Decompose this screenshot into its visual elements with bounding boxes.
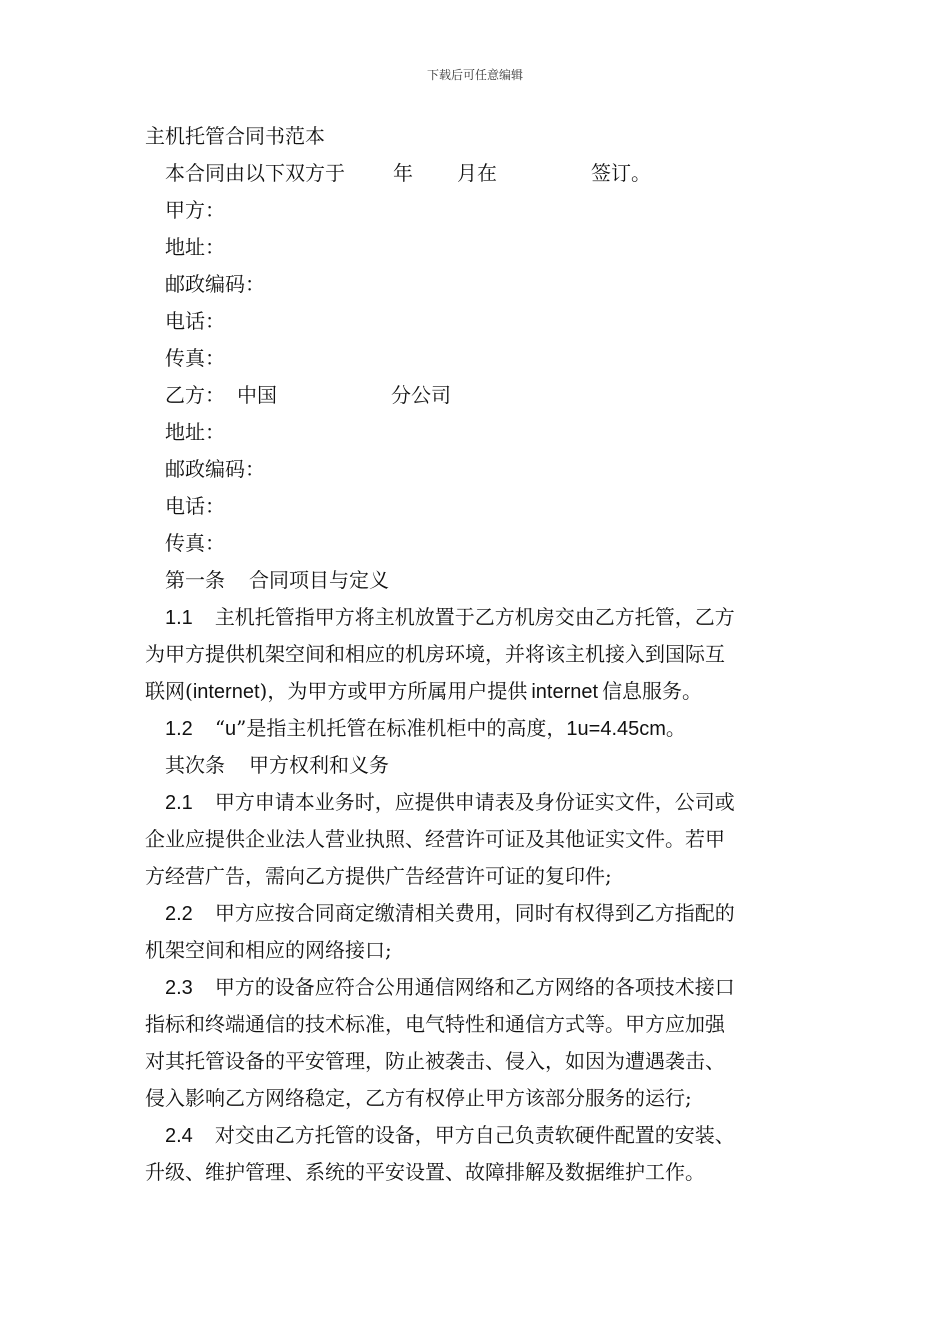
clause-2-3-line-2: 指标和终端通信的技术标准，电气特性和通信方式等。甲方应加强 [145,1012,725,1036]
clause-1-1-number: 1.1 [165,607,193,629]
party-a-label: 甲方： [165,198,225,222]
clause-2-4-line-1 [145,1117,810,1154]
clause-1-1-text-3c: )，为甲方或甲方所属用户提供 [259,679,528,703]
party-b-fax: 传真： [165,531,225,555]
clause-2-1-line-3: 方经营广告，需向乙方提供广告经营许可证的复印件; [145,864,612,888]
clause-2-3-text-1: 甲方的设备应符合公用通信网络和乙方网络的各项技术接口 [214,975,735,999]
clause-1-2-text-e: 。 [665,716,686,740]
article-2-title: 甲方权利和义务 [249,753,389,777]
party-b-phone: 电话： [165,494,225,518]
clause-2-4-number: 2.4 [165,1125,193,1147]
clause-1-2-number: 1.2 [165,718,193,740]
party-a-postcode: 邮政编码： [165,272,265,296]
clause-1-2-text-a: “ [214,716,226,740]
clause-1-2-line [145,710,810,747]
clause-1-2-text-b: u [225,718,237,740]
party-b-label: 乙方： [165,383,225,407]
clause-2-4-text-1: 对交由乙方托管的设备，甲方自己负责软硬件配置的安装、 [214,1123,735,1147]
party-a-address: 地址： [165,235,225,259]
article-2-label: 其次条 [165,753,225,777]
intro-signed: 签订。 [591,161,651,185]
clause-2-2-number: 2.2 [165,903,193,925]
clause-2-4-line-2: 升级、维护管理、系统的平安设置、故障排解及数据维护工作。 [145,1160,705,1184]
clause-2-3-line-1 [145,969,810,1006]
article-1-heading [145,562,810,599]
clause-1-1-text-3e: 信息服务。 [602,679,703,703]
intro-month: 月在 [457,161,497,185]
party-b-name-b: 分公司 [391,383,451,407]
clause-2-2-text-1: 甲方应按合同商定缴清相关费用，同时有权得到乙方指配的 [214,901,735,925]
intro-text: 本合同由以下双方于 [165,161,345,185]
clause-1-1-line-2: 为甲方提供机架空间和相应的机房环境，并将该主机接入到国际互 [145,642,725,666]
party-a-phone: 电话： [165,309,225,333]
clause-1-1-text-1: 主机托管指甲方将主机放置于乙方机房交由乙方托管，乙方 [214,605,735,629]
clause-1-2-text-d: 1u=4.45cm [566,718,666,740]
clause-2-3-number: 2.3 [165,977,193,999]
clause-2-1-line-1 [145,784,810,821]
intro-year: 年 [393,161,413,185]
clause-2-3-line-4: 侵入影响乙方网络稳定，乙方有权停止甲方该部分服务的运行; [145,1086,692,1110]
clause-2-1-number: 2.1 [165,792,193,814]
clause-1-1-text-3a: 联网( [145,679,193,703]
clause-2-2-line-2: 机架空间和相应的网络接口; [145,938,392,962]
clause-1-1-line-1 [145,599,810,636]
contract-body [145,118,810,1191]
party-a-fax: 传真： [165,346,225,370]
clause-2-2-line-1 [145,895,810,932]
clause-1-2-text-c: ”是指主机托管在标准机柜中的高度， [236,716,567,740]
clause-1-1-text-3d: internet [531,681,599,703]
clause-1-1-line-3 [145,673,810,710]
clause-2-1-line-2: 企业应提供企业法人营业执照、经营许可证及其他证实文件。若甲 [145,827,725,851]
page-header: 下载后可任意编辑 [426,68,523,82]
article-2-heading [145,747,810,784]
party-b-postcode: 邮政编码： [165,457,265,481]
document-title: 主机托管合同书范本 [145,124,325,148]
party-b-name-a: 中国 [237,383,277,407]
clause-2-1-text-1: 甲方申请本业务时，应提供申请表及身份证实文件，公司或 [214,790,735,814]
intro-line [145,155,810,192]
article-1-title: 合同项目与定义 [249,568,389,592]
clause-2-3-line-3: 对其托管设备的平安管理，防止被袭击、侵入，如因为遭遇袭击、 [145,1049,725,1073]
party-b-address: 地址： [165,420,225,444]
clause-1-1-text-3b: internet [192,681,260,703]
article-1-label: 第一条 [165,568,225,592]
party-b-line [145,377,810,414]
